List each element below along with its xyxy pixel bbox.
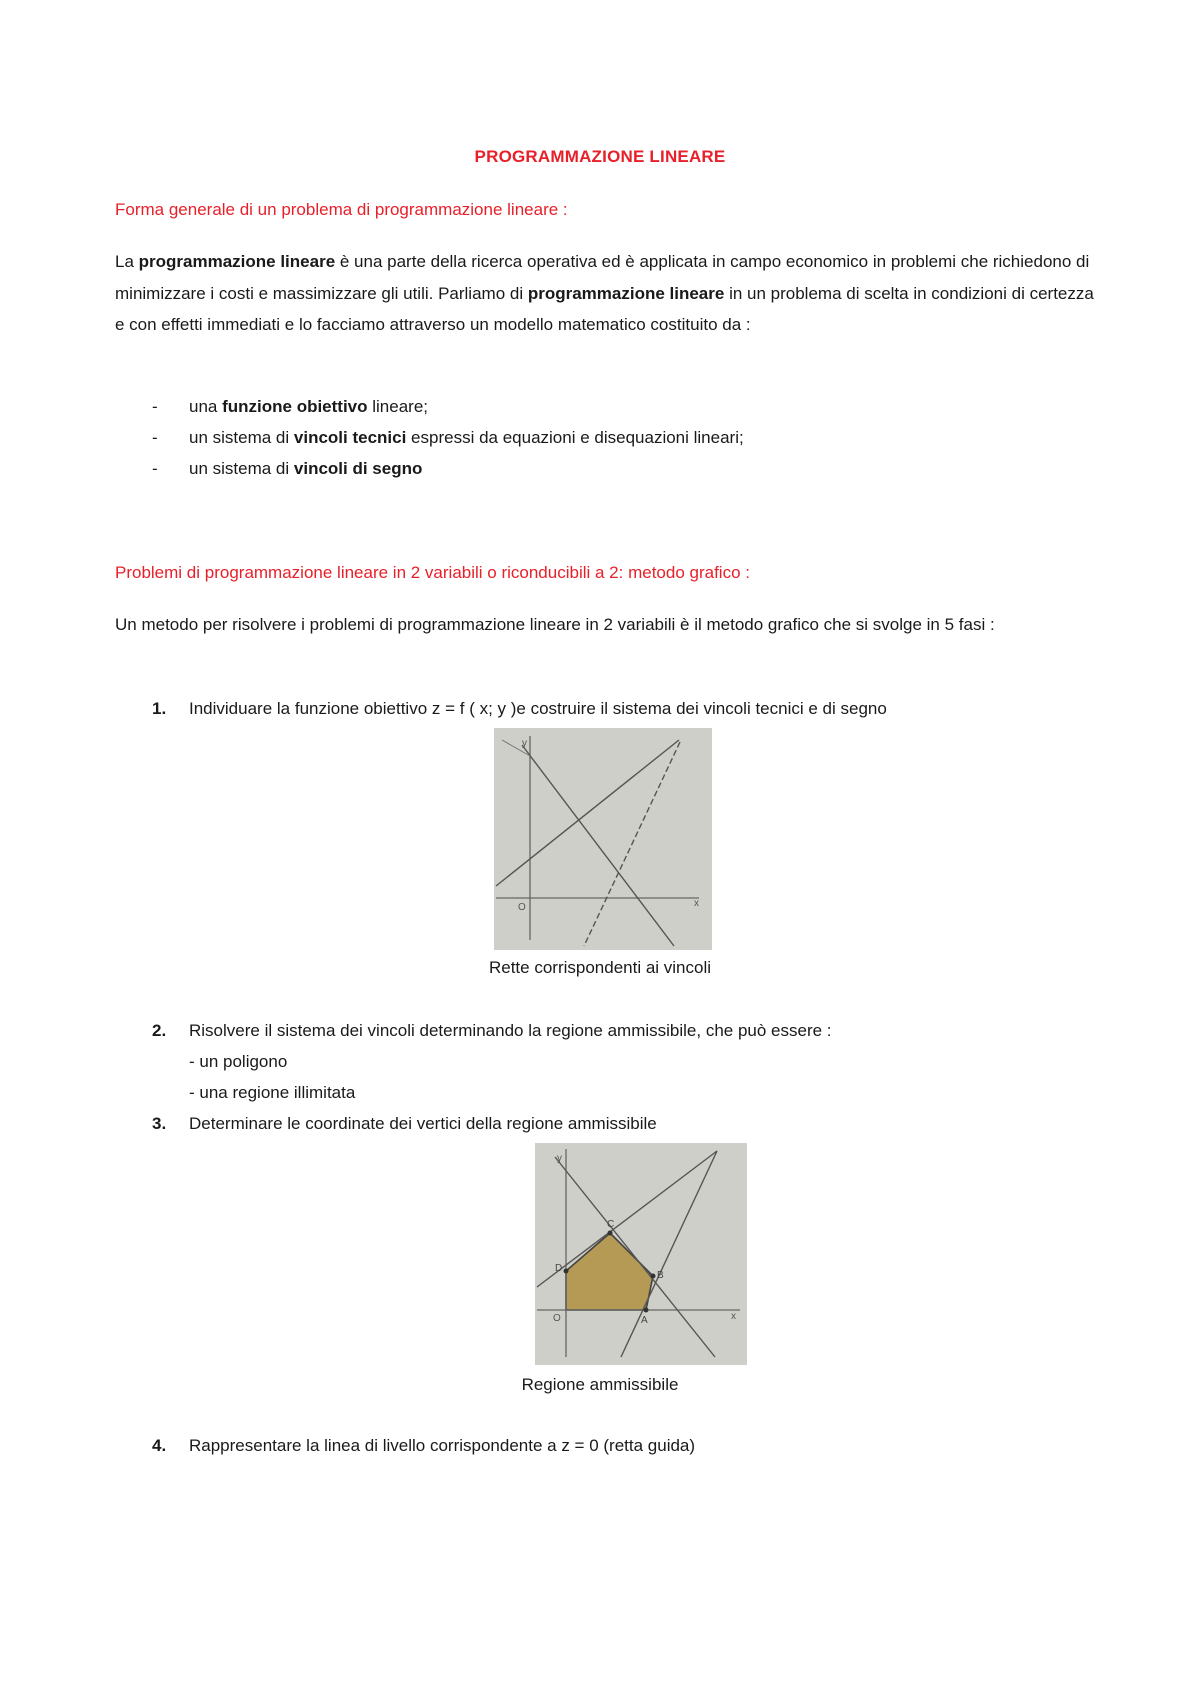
step-number: 1. [152, 699, 167, 718]
step-number: 4. [152, 1436, 167, 1455]
step2-option: - un poligono [189, 1052, 288, 1071]
vertex-A [644, 1308, 649, 1313]
feasible-region [566, 1233, 653, 1310]
constraint-line [496, 740, 679, 886]
paragraph-text: è una parte della ricerca operativa ed è applicata in campo economico in problemi che richiedono di minimizzare i costi e massimizzare gli utili. Parliamo di [115, 252, 1090, 303]
constraint-line [621, 1151, 717, 1357]
bullet-bold: vincoli di segno [293, 459, 423, 478]
section1-heading: Forma generale di un problema di programmazione lineare : [115, 200, 568, 219]
vertex-A-label: A [641, 1315, 648, 1326]
vertex-C-label: C [607, 1219, 615, 1230]
vertex-D-label: D [555, 1263, 563, 1274]
bullet-bold: funzione obiettivo [222, 397, 368, 416]
bullet-text: un sistema di [189, 428, 294, 447]
figure1-caption: Rette corrispondenti ai vincoli [488, 958, 712, 977]
step-text: Rappresentare la linea di livello corrispondente a z = 0 (retta guida) [189, 1436, 696, 1455]
vertex-B [651, 1274, 656, 1279]
bullet-text: lineare; [367, 397, 429, 416]
bullet-item [189, 428, 744, 448]
bullet-dash: - [152, 397, 158, 416]
bullet-text: espressi da equazioni e disequazioni lineari; [406, 428, 744, 447]
step-number: 3. [152, 1114, 167, 1133]
y-axis-label: y [522, 738, 527, 749]
feasible-region-figure [535, 1143, 747, 1365]
page-title: PROGRAMMAZIONE LINEARE [474, 147, 726, 166]
section2-intro: Un metodo per risolvere i problemi di programmazione lineare in 2 variabili è il metodo grafico che si svolge in 5 fasi : [115, 615, 995, 634]
bullet-dash: - [152, 428, 158, 447]
origin-label: O [553, 1313, 561, 1324]
step-number: 2. [152, 1021, 167, 1040]
y-axis-label: y [557, 1153, 562, 1164]
bullet-text: un sistema di [189, 459, 294, 478]
bullet-text: una [189, 397, 223, 416]
paragraph-text: in un problema di scelta in condizioni di certezza e con effetti immediati e lo facciamo attraverso un modello matematico costituito da : [115, 283, 1094, 334]
origin-label: O [518, 902, 526, 913]
figure2-caption: Regione ammissibile [521, 1375, 679, 1394]
bullet-dash: - [152, 459, 158, 478]
x-axis-label: x [731, 1311, 736, 1322]
feasible-region-graph [535, 1143, 747, 1365]
step2-option: - una regione illimitata [189, 1083, 356, 1102]
step-text: Risolvere il sistema dei vincoli determinando la regione ammissibile, che può essere : [189, 1021, 832, 1040]
paragraph-bold: programmazione lineare [527, 283, 725, 303]
constraint-lines-figure [494, 728, 712, 950]
section1-paragraph [115, 246, 1100, 341]
vertex-B-label: B [657, 1270, 664, 1281]
bullet-item [189, 397, 428, 417]
bullet-item [189, 459, 422, 479]
paragraph-bold: programmazione lineare [138, 252, 336, 271]
section2-heading: Problemi di programmazione lineare in 2 variabili o riconducibili a 2: metodo grafico : [115, 563, 750, 582]
step-text: Determinare le coordinate dei vertici della regione ammissibile [189, 1114, 657, 1133]
bullet-bold: vincoli tecnici [293, 428, 407, 447]
step-text: Individuare la funzione obiettivo z = f ( x; y )e costruire il sistema dei vincoli tecnici e di segno [189, 699, 887, 718]
vertex-C [608, 1231, 613, 1236]
vertex-D [564, 1269, 569, 1274]
x-axis-label: x [694, 898, 699, 909]
paragraph-text: La [115, 252, 139, 271]
constraint-lines-graph [494, 728, 712, 950]
constraint-line [584, 742, 680, 946]
